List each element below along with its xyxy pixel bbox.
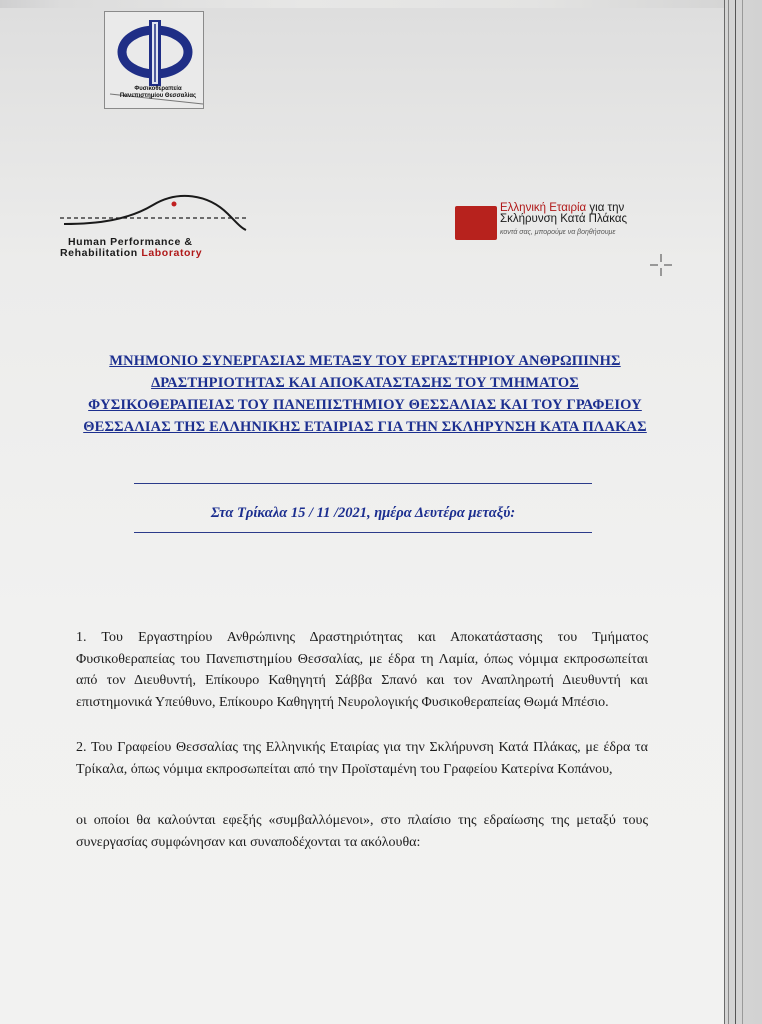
document-title: ΜΝΗΜΟΝΙΟ ΣΥΝΕΡΓΑΣΙΑΣ ΜΕΤΑΞΥ ΤΟΥ ΕΡΓΑΣΤΗΡΙΟΥ ΑΝΘΡΩΠΙΝΗΣ ΔΡΑΣΤΗΡΙΟΤΗΤΑΣ ΚΑΙ ΑΠΟΚΑΤΑΣΤΑΣΗΣ ΤΟΥ ΤΜΗΜΑΤΟΣ ΦΥΣΙΚΟΘΕΡΑΠΕΙΑΣ ΤΟΥ ΠΑΝΕΠΙΣΤΗΜΙΟΥ ΘΕΣΣΑΛΙΑΣ ΚΑΙ ΤΟΥ ΓΡΑΦΕΙΟΥ ΘΕΣΣΑΛΙΑΣ ΤΗΣ ΕΛΛΗΝΙΚΗΣ ΕΤΑΙΡΙΑΣ ΓΙΑ ΤΗΝ ΣΚΛΗΡΥΝΣΗ ΚΑΤΑ ΠΛΑΚΑΣ xyxy=(83,353,647,435)
ms-society-logo-mark xyxy=(455,206,497,240)
page-edge-line-2 xyxy=(728,0,729,1024)
paragraph-3: οι οποίοι θα καλούνται εφεξής «συμβαλλόμενοι», στο πλαίσιο της εδραίωσης της μεταξύ τους συνεργασίας συμφώνησαν και συναποδέχονται τα ακόλουθα: xyxy=(76,813,648,850)
crosshair-mark-icon xyxy=(650,254,672,276)
bottom-divider xyxy=(134,532,592,533)
hprl-line-2 xyxy=(60,248,202,259)
page-edge-line xyxy=(724,0,725,1024)
hprl-line-1: Human Performance & xyxy=(68,236,193,248)
date-line: Στα Τρίκαλα 15 / 11 /2021, ημέρα Δευτέρα μεταξύ: xyxy=(210,505,516,521)
ms-society-name xyxy=(500,203,627,225)
ms-society-name-line-1a: Ελληνική Εταιρία xyxy=(500,202,590,214)
hprl-line-2b: Laboratory xyxy=(141,247,203,259)
page-edge-line-4 xyxy=(742,0,743,1024)
paragraph-1: 1. Του Εργαστηρίου Ανθρώπινης Δραστηριότητας και Αποκατάστασης του Τμήματος Φυσικοθεραπείας του Πανεπιστημίου Θεσσαλίας, με έδρα τη Λαμία, όπως νόμιμα εκπροσωπείται από τον Διευθυντή, Επίκουρο Καθηγητή Σάββα Σπανό και τον Αναπληρωτή Διευθυντή και επιστημονικά Υπεύθυνο, Επίκουρο Καθηγητή Νευρολογικής Φυσικοθεραπείας Θωμά Μπέσιο. xyxy=(76,630,648,710)
hprl-line-2a: Rehabilitation xyxy=(60,247,142,259)
ms-society-name-line-1b: για την xyxy=(589,202,625,214)
paragraph-2: 2. Του Γραφείου Θεσσαλίας της Ελληνικής Εταιρίας για την Σκλήρυνση Κατά Πλάκας, με έδρα τα Τρίκαλα, όπως νόμιμα εκπροσωπείται από την Προϊσταμένη του Γραφείου Κατερίνα Κοπάνου, xyxy=(76,740,648,777)
ms-society-tagline: κοντά σας, μπορούμε να βοηθήσουμε xyxy=(500,229,616,236)
physiotherapy-logo-caption: Φυσικοθεραπεία Πανεπιστημίου Θεσσαλίας xyxy=(119,86,197,99)
hprl-logo-text xyxy=(60,237,202,259)
page-edge-line-3 xyxy=(735,0,736,1024)
ms-society-name-line-2: Σκλήρυνση Κατά Πλάκας xyxy=(500,213,628,225)
top-divider xyxy=(134,483,592,484)
document-page xyxy=(0,8,724,1024)
